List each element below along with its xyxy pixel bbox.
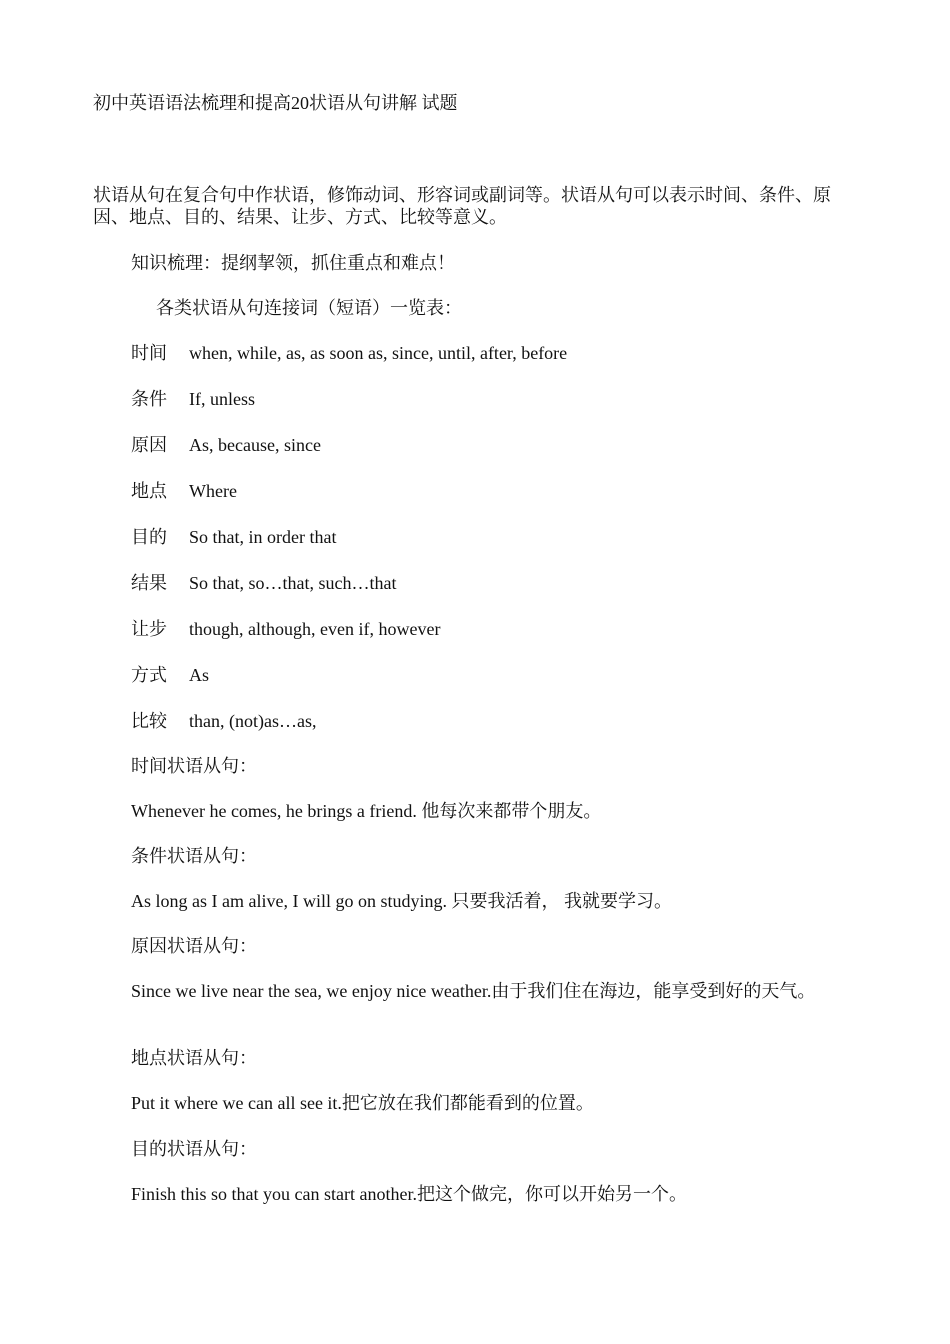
connector-type: 结果 — [131, 573, 167, 593]
example-sentence: As long as I am alive, I will go on studying. 只要我活着， 我就要学习。 — [131, 891, 672, 911]
example-heading: 目的状语从句： — [131, 1139, 257, 1159]
example-heading: 条件状语从句： — [131, 846, 257, 866]
connector-words: If, unless — [189, 389, 255, 409]
connector-words: As — [189, 665, 210, 685]
connector-words: Where — [189, 481, 237, 501]
connector-type: 比较 — [131, 711, 167, 731]
connector-table-heading: 各类状语从句连接词（短语）一览表： — [156, 298, 462, 318]
document-title: 初中英语语法梳理和提高20状语从句讲解 试题 — [93, 93, 458, 113]
connector-words: So that, in order that — [189, 527, 337, 547]
connector-words: As, because, since — [189, 435, 321, 455]
connector-words: than, (not)as…as, — [189, 711, 317, 731]
connector-words: though, although, even if, however — [189, 619, 441, 639]
example-heading: 原因状语从句： — [131, 936, 257, 956]
example-heading: 时间状语从句： — [131, 756, 257, 776]
connector-type: 条件 — [131, 389, 167, 409]
example-sentence: Since we live near the sea, we enjoy nice weather.由于我们住在海边，能享受到好的天气。 — [131, 981, 816, 1001]
example-heading: 地点状语从句： — [131, 1048, 257, 1068]
connector-type: 时间 — [131, 343, 167, 363]
example-sentence: Whenever he comes, he brings a friend. 他每次来都带个朋友。 — [131, 801, 602, 821]
connector-type: 原因 — [131, 435, 167, 455]
connector-words: when, while, as, as soon as, since, until, after, before — [189, 343, 568, 363]
connector-words: So that, so…that, such…that — [189, 573, 397, 593]
connector-type: 地点 — [131, 481, 167, 501]
connector-type: 让步 — [131, 619, 167, 639]
intro-paragraph: 状语从句在复合句中作状语，修饰动词、形容词或副词等。状语从句可以表示时间、条件、原因、地点、目的、结果、让步、方式、比较等意义。 — [93, 185, 831, 227]
example-sentence: Put it where we can all see it.把它放在我们都能看到的位置。 — [131, 1093, 594, 1113]
knowledge-heading: 知识梳理：提纲挈领，抓住重点和难点！ — [131, 253, 455, 273]
connector-type: 方式 — [131, 665, 167, 685]
connector-type: 目的 — [131, 527, 167, 547]
example-sentence: Finish this so that you can start another.把这个做完，你可以开始另一个。 — [131, 1184, 687, 1204]
